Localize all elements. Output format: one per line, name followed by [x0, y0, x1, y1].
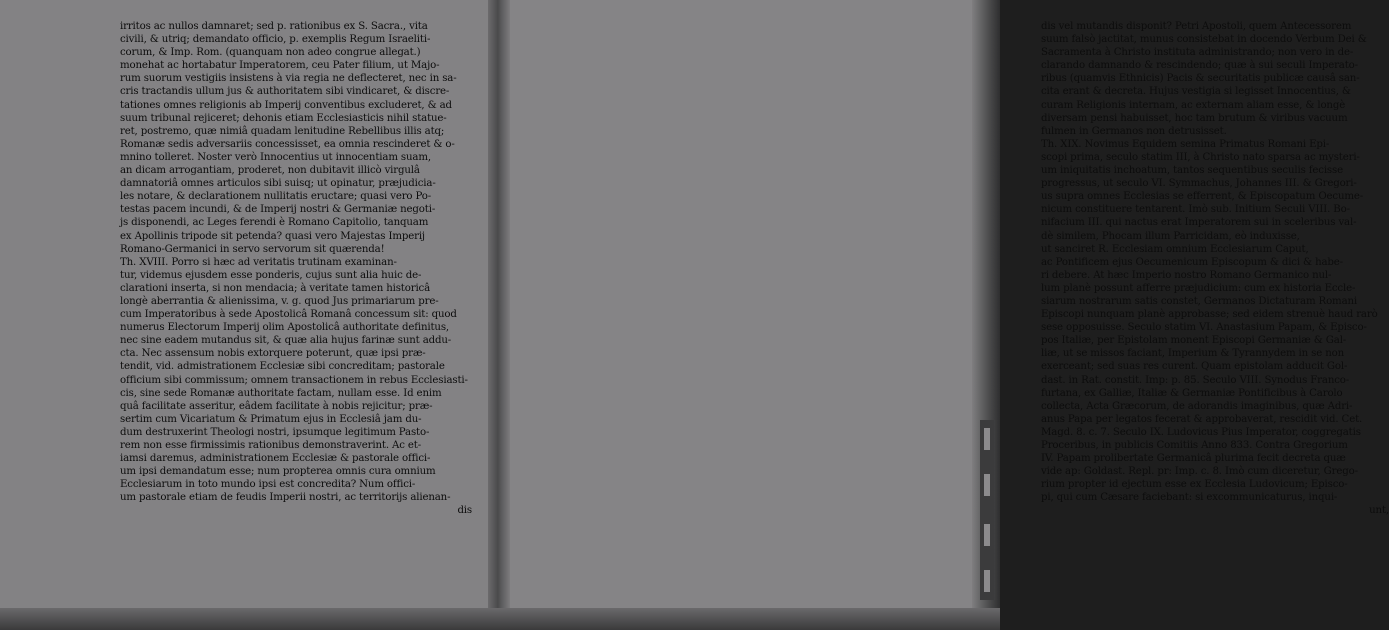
- text-line: dis vel mutandis disponit? Petri Apostoli, quem Antecessorem: [1041, 21, 1352, 32]
- text-line: rium propter id ejectum esse ex Ecclesia Ludovicum; Episco-: [1041, 479, 1348, 491]
- text-line: iamsi daremus, administrationem Ecclesiæ & pastorale offici-: [120, 453, 431, 465]
- text-line: vide ap: Goldast. Repl. pr: Imp. c. 8. Imò cum diceretur, Grego-: [1041, 466, 1358, 478]
- text-line: fulmen in Germanos non detrusisset.: [1041, 125, 1227, 137]
- book-gutter: [488, 0, 510, 630]
- text-line: siarum nostrarum satis constet, Germanos Dictaturam Romani: [1041, 295, 1358, 307]
- text-line: clarando damnando & rescindendo; quæ à sui seculi Imperato-: [1041, 60, 1358, 72]
- text-line: an dicam arrogantiam, proderet, non dubitavit illicò virgulâ: [120, 165, 420, 177]
- text-line: Romanæ sedis adversariis concessisset, ea omnia rescinderet & o-: [120, 138, 455, 150]
- text-line: irritos ac nullos damnaret; sed p. rationibus ex S. Sacra., vita: [120, 21, 428, 32]
- text-line: Sacramenta à Christo instituta administrando; non vero in de-: [1041, 47, 1354, 59]
- text-line: tendit, vid. admistrationem Ecclesiæ sibi concreditam; pastorale: [120, 361, 445, 373]
- text-line: um ipsi demandatum esse; num propterea omnis cura omnium: [120, 466, 436, 478]
- text-line: cita erant & decreta. Hujus vestigia si legisset Innocentius, &: [1041, 86, 1351, 98]
- text-line: longè aberrantia & alienissima, v. g. quod Jus primariarum pre-: [120, 295, 439, 307]
- page-edge-tabs: [980, 420, 994, 600]
- text-line: civili, & utriq; demandato officio, p. exemplis Regum Israeliti-: [120, 34, 431, 46]
- text-line: um iniquitatis inchoatum, tantos sequentibus seculis fecisse: [1041, 165, 1343, 177]
- right-page-text: [1041, 20, 1389, 518]
- text-line: Magd. 8. c. 7. Seculo IX. Ludovicus Pius Imperator, coggregatis: [1041, 426, 1361, 438]
- text-line: progressus, ut seculo VI. Symmachus, Johannes III. & Gregori-: [1041, 178, 1357, 190]
- text-line: lum planè possunt afferre præjudicium: cum ex historia Eccle-: [1041, 282, 1356, 294]
- text-line: ut sanciret R. Ecclesiam omnium Ecclesiarum Caput,: [1041, 243, 1309, 255]
- text-line: liæ, ut se missos faciant, Imperium & Tyrannydem in se non: [1041, 348, 1345, 360]
- text-line: ex Apollinis tripode sit petenda? quasi vero Majestas Imperij: [120, 230, 425, 242]
- text-line: Proceribus, in publicis Comitiis Anno 833. Contra Gregorium: [1041, 440, 1348, 451]
- text-line: pi, qui cum Cæsare faciebant: si excommunicaturus, inqui-: [1041, 492, 1338, 504]
- text-line: suum tribunal rejiceret; dehonis etiam Ecclesiasticis nihil statue-: [120, 112, 447, 124]
- text-line: ac Pontificem ejus Oecumenicum Episcopum & dici & habe-: [1041, 256, 1343, 268]
- text-line: IV. Papam prolibertate Germanicâ plurima fecit decreta quæ: [1041, 453, 1346, 465]
- text-line: testas pacem incundi, & de Imperij nostri & Germaniæ negoti-: [120, 204, 436, 216]
- catchword: unt,: [1369, 505, 1389, 517]
- text-line: rum suorum vestigiis insistens à via regia ne deflecteret, nec in sa-: [120, 73, 457, 85]
- text-line: dast. in Rat. constit. Imp: p. 85. Seculo VIII. Synodus Franco-: [1041, 374, 1350, 386]
- bottom-page-edge: [0, 608, 1000, 630]
- text-line: pos Italiæ, per Epistolam monent Episcopi Germaniæ & Gal-: [1041, 335, 1347, 347]
- text-line: ri debere. At hæc Imperio nostro Romano Germanico nul-: [1041, 269, 1332, 281]
- text-line: nifacium III. qui nactus erat Imperatorem sui in sceleribus val-: [1041, 217, 1357, 229]
- text-line: officium sibi commissum; omnem transactionem in rebus Ecclesiasti-: [120, 374, 468, 386]
- text-line: clarationi inserta, si non mendacia; à veritate tamen historicâ: [120, 282, 431, 294]
- text-line: corum, & Imp. Rom. (quanquam non adeo congrue allegat.): [120, 47, 421, 59]
- text-line: damnatoriâ omnes articulos sibi suisq; ut opinatur, præjudicia-: [120, 178, 436, 190]
- text-line: anus Papa per legatos fecerat & approbaverat, rescidit vid. Cet.: [1041, 413, 1363, 425]
- text-line: curam Religionis internam, ac externam aliam esse, & longè: [1041, 99, 1346, 111]
- text-line: Ecclesiarum in toto mundo ipsi est concredita? Num offici-: [120, 479, 416, 491]
- text-line: sese opposuisse. Seculo statim VI. Anastasium Papam, & Episco-: [1041, 322, 1367, 334]
- text-line: nec sine eadem mutandus sit, & quæ alia hujus farinæ sunt addu-: [120, 335, 452, 347]
- right-page: [506, 0, 1389, 612]
- text-line: diversam pensi habuisset, hoc tam brutum & viribus vacuum: [1041, 112, 1348, 124]
- text-line: ret, postremo, quæ nimiâ quadam lenitudine Rebellibus illis atq;: [120, 125, 445, 137]
- text-line: numerus Electorum Imperij olim Apostolicâ authoritate definitus,: [120, 322, 450, 334]
- text-line: tur, videmus ejusdem esse ponderis, cujus sunt alia huic de-: [120, 269, 422, 281]
- text-line: les notare, & declarationem nullitatis eructare; quasi vero Po-: [120, 191, 432, 203]
- text-line: Romano-Germanici in servo servorum sit quærenda!: [120, 243, 385, 255]
- text-line: cis, sine sede Romanæ authoritate factam, nullam esse. Id enim: [120, 387, 442, 399]
- text-line: us supra omnes Ecclesias se efferrent, & Episcopatum Oecume-: [1041, 191, 1364, 203]
- text-line: ribus (quamvis Ethnicis) Pacis & securitatis publicæ causâ san-: [1041, 73, 1360, 85]
- text-line: Th. XIX. Novimus Equidem semina Primatus Romani Epi-: [1041, 138, 1330, 150]
- text-line: scopi prima, seculo statim III, à Christo nato sparsa ac mysteri-: [1041, 151, 1360, 163]
- text-line: suum falsò jactitat, munus consistebat in docendo Verbum Dei &: [1041, 34, 1367, 46]
- catchword: dis: [457, 505, 472, 517]
- text-line: cris tractandis ullum jus & authoritatem sibi vindicaret, & discre-: [120, 86, 450, 98]
- left-page-text: [120, 20, 472, 518]
- text-line: cta. Nec assensum nobis extorquere poterunt, quæ ipsi præ-: [120, 348, 426, 360]
- text-line: sertim cum Vicariatum & Primatum ejus in Ecclesiâ jam du-: [120, 413, 422, 425]
- text-line: furtana, ex Galliæ, Italiæ & Germaniæ Pontificibus à Carolo: [1041, 387, 1343, 399]
- text-line: dum destruxerint Theologi nostri, ipsumque legitimum Pasto-: [120, 426, 430, 438]
- text-line: Episcopi nunquam planè approbasse; sed eidem strenuè haud rarò: [1041, 309, 1378, 321]
- text-line: cum Imperatoribus à sede Apostolicâ Romanâ concessum sit: quod: [120, 309, 457, 321]
- text-line: tationes omnes religionis ab Imperij conventibus excluderet, & ad: [120, 99, 452, 111]
- text-line: collecta, Acta Græcorum, de adorandis imaginibus, quæ Adri-: [1041, 400, 1353, 412]
- left-page: [0, 0, 494, 612]
- text-line: um pastorale etiam de feudis Imperii nostri, ac territorijs alienan-: [120, 492, 451, 504]
- text-line: rem non esse firmissimis rationibus demonstraverint. Ac et-: [120, 440, 421, 451]
- text-line: dè similem, Phocam illum Parricidam, eò induxisse,: [1041, 230, 1300, 242]
- text-line: js disponendi, ac Leges ferendi è Romano Capitolio, tanquam: [120, 217, 429, 229]
- text-line: mnino tolleret. Noster verò Innocentius ut innocentiam suam,: [120, 151, 431, 163]
- text-line: exerceant; sed suas res curent. Quam epistolam adducit Gol-: [1041, 361, 1348, 373]
- text-line: Th. XVIII. Porro si hæc ad veritatis trutinam examinan-: [120, 256, 397, 268]
- text-line: monehat ac hortabatur Imperatorem, ceu Pater filium, ut Majo-: [120, 60, 440, 72]
- text-line: nicum constituere tentarent. Imò sub. Initium Seculi VIII. Bo-: [1041, 204, 1350, 216]
- text-line: quâ facilitate asseritur, eâdem facilitate à nobis rejicitur; præ-: [120, 400, 433, 412]
